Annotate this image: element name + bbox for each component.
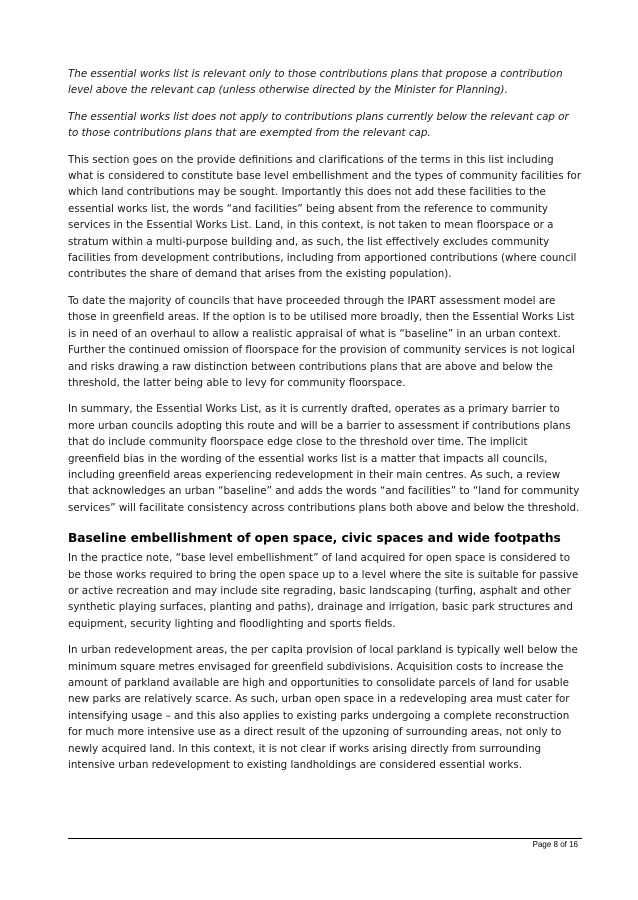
page-number: Page 8 of 16: [532, 840, 578, 849]
body-paragraph-2: To date the majority of councils that have proceeded through the IPART assessment model are those in greenfield areas. If the option is to be utilised more broadly, then the Essential Works List is in need of an overhaul to allow a realistic appraisal of what is “baseline” in an urban context. Further the continued omission of floorspace for the provision of community services is not logical and risks drawing a raw distinction between contributions plans that are above and below the threshold, the latter being able to levy for community floorspace.: [68, 294, 575, 389]
section-paragraph-2: In urban redevelopment areas, the per capita provision of local parkland is typically well below the minimum square metres envisaged for greenfield subdivisions. Acquisition costs to increase the amount of parkland available are high and opportunities to consolidate parcels of land for usable new parks are relatively scarce. As such, urban open space in a redeveloping area must cater for intensifying usage – and this also applies to existing parks undergoing a complete reconstruction for much more intensive use as a direct result of the upzoning of surrounding areas, not only to newly acquired land. In this context, it is not clear if works arising directly from surrounding intensive urban redevelopment to existing landholdings are considered essential works.: [68, 644, 578, 772]
body-paragraph-3: In summary, the Essential Works List, as it is currently drafted, operates as a primary barrier to more urban councils adopting this route and will be a barrier to assessment if contributions plans that do include community floorspace edge close to the threshold over time. The implicit greenfield bias in the wording of the essential works list is a matter that impacts all councils, including greenfield areas experiencing redevelopment in their main centres. As such, a review that acknowledges an urban “baseline” and adds the words “and facilities” to “land for community services” will facilitate consistency across contributions plans both above and below the threshold.: [68, 403, 580, 514]
footer-divider: [68, 838, 582, 839]
section-paragraph-1: In the practice note, “base level embellishment” of land acquired for open space is considered to be those works required to bring the open space up to a level where the site is suitable for passive or active recreation and may include site regrading, basic landscaping (turfing, asphalt and other synthetic playing surfaces, planting and paths), drainage and irrigation, basic park structures and equipment, security lighting and floodlighting and sports fields.: [68, 552, 579, 630]
document-body: [68, 66, 582, 783]
intro-paragraph-2: The essential works list does not apply to contributions plans currently below the relevant cap or to those contributions plans that are exempted from the relevant cap.: [68, 110, 569, 140]
intro-paragraph-1: The essential works list is relevant only to those contributions plans that propose a contribution level above the relevant cap (unless otherwise directed by the Minister for Planning).: [68, 68, 563, 97]
body-paragraph-1: This section goes on the provide definitions and clarifications of the terms in this list including what is considered to constitute base level embellishment and the types of community facilities for which land contributions may be sought. Importantly this does not add these facilities to the essential works list, the words “and facilities” being absent from the reference to community services in the Essential Works List. Land, in this context, is not taken to mean floorspace or a stratum within a multi-purpose building and, as such, the list effectively excludes community facilities from development contributions, including from apportioned contributions (where council contributes the share of demand that arises from the existing population).: [68, 153, 582, 281]
section-heading: Baseline embellishment of open space, civic spaces and wide footpaths: [68, 531, 561, 546]
